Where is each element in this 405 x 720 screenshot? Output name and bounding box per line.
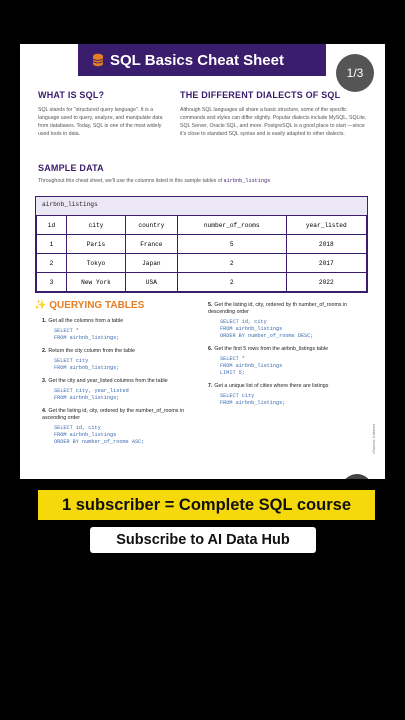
dialects-heading: THE DIFFERENT DIALECTS OF SQL: [180, 90, 341, 100]
code-line: SELECT *: [220, 356, 245, 362]
query-number: 6.: [208, 346, 213, 352]
title-bar: [78, 44, 326, 76]
column-header: year_listed: [286, 216, 366, 235]
table-cell: 5: [177, 235, 286, 254]
query-list-left: [42, 318, 202, 452]
query-text: Return the city column from the table: [48, 348, 135, 354]
query-description: [208, 383, 373, 390]
query-item: [208, 346, 373, 377]
query-item: [42, 378, 202, 402]
what-is-sql-text: SQL stands for "structured query language". It is a language used to query, analyze, and manipulate data from databases. Today, SQL is one of the most widely used tools in data.: [38, 107, 163, 137]
code-line: FROM airbnb_listings;: [54, 365, 120, 371]
code-line: LIMIT 5;: [220, 370, 245, 376]
code-line: SELECT city, year_listed: [54, 388, 129, 394]
query-number: 4.: [42, 408, 47, 414]
query-text: Get the listing id, city, ordered by the number_of_rooms in ascending order: [42, 408, 185, 421]
query-number: 5.: [208, 302, 213, 308]
code-line: ORDER BY number_of_rooms DESC;: [220, 333, 314, 339]
query-description: [42, 318, 202, 325]
query-description: [208, 302, 373, 316]
dialects-text: Although SQL languages all share a basic structure, some of the specific commands and styles can differ slightly. Popular dialects include MySQL, SQLite, SQL Server, Oracle SQL, and more. PostgreSQL is a good place to start —since it's close to standard SQL syntax and is easily adapted to other dialects.: [180, 107, 367, 137]
table-caption: airbnb_listings: [36, 197, 367, 215]
query-number: 2.: [42, 348, 47, 354]
query-item: [42, 318, 202, 342]
query-item: [42, 348, 202, 372]
query-text: Get a unique list of cities where there are listings: [214, 383, 329, 389]
code-line: ORDER BY number_of_rooms ASC;: [54, 439, 145, 445]
code-line: SELECT *: [54, 328, 79, 334]
code-line: SELECT city: [54, 358, 89, 364]
query-item: [208, 302, 373, 340]
query-number: 3.: [42, 378, 47, 384]
code-line: FROM airbnb_listings;: [54, 335, 120, 341]
code-line: FROM airbnb_listings: [220, 326, 283, 332]
code-block: [220, 319, 373, 340]
table-cell: 2022: [286, 273, 366, 292]
table-row: [37, 273, 367, 292]
table-cell: 2: [177, 273, 286, 292]
query-text: Get the listing id, city, ordered by th number_of_rooms in descending order: [208, 302, 348, 315]
query-number: 1.: [42, 318, 47, 324]
column-header: country: [125, 216, 177, 235]
code-block: [220, 393, 373, 407]
sample-intro-table-name: airbnb_listings: [223, 178, 271, 184]
column-header: id: [37, 216, 67, 235]
subscriber-banner: 1 subscriber = Complete SQL course: [38, 490, 375, 520]
table-row: [37, 235, 367, 254]
mute-button[interactable]: [342, 474, 372, 479]
sparkle-icon: ✨: [34, 300, 47, 311]
column-header: city: [67, 216, 126, 235]
code-block: [220, 356, 373, 377]
table-row: [37, 254, 367, 273]
sample-data-intro: [38, 177, 368, 185]
code-line: SELECT id, city: [220, 319, 267, 325]
query-number: 7.: [208, 383, 213, 389]
table-cell: Tokyo: [67, 254, 126, 273]
sample-intro-text: Throughout this cheat sheet, we'll use the columns listed in this sample tables of: [38, 178, 223, 184]
code-line: FROM airbnb_listings: [54, 432, 117, 438]
column-header: number_of_rooms: [177, 216, 286, 235]
page-indicator: 1/3: [336, 54, 374, 92]
querying-heading: [34, 300, 144, 311]
table-cell: 2018: [286, 235, 366, 254]
table-cell: USA: [125, 273, 177, 292]
query-description: [42, 348, 202, 355]
code-block: [54, 358, 202, 372]
querying-heading-text: QUERYING TABLES: [49, 300, 145, 311]
table-cell: 2: [177, 254, 286, 273]
subscribe-banner: Subscribe to AI Data Hub: [90, 527, 316, 553]
query-item: [208, 383, 373, 407]
source-watermark: •Source: Internet: [371, 424, 376, 454]
table-cell: Paris: [67, 235, 126, 254]
sample-data-heading: SAMPLE DATA: [38, 163, 104, 173]
query-list-right: [208, 302, 373, 413]
what-is-sql-heading: WHAT IS SQL?: [38, 90, 105, 100]
code-block: [54, 328, 202, 342]
sample-table: [35, 196, 368, 293]
code-line: FROM airbnb_listings;: [220, 400, 286, 406]
code-line: SELECT city: [220, 393, 255, 399]
table-cell: Japan: [125, 254, 177, 273]
table-cell: New York: [67, 273, 126, 292]
sheet-title: SQL Basics Cheat Sheet: [110, 51, 284, 69]
table-header-row: [37, 216, 367, 235]
table-cell: 3: [37, 273, 67, 292]
code-block: [54, 388, 202, 402]
code-line: FROM airbnb_listings: [220, 363, 283, 369]
table-cell: France: [125, 235, 177, 254]
query-description: [208, 346, 373, 353]
database-icon: [92, 53, 104, 67]
table-cell: 2017: [286, 254, 366, 273]
code-line: FROM airbnb_listings;: [54, 395, 120, 401]
query-text: Get the city and year_listed columns from the table: [48, 378, 168, 384]
code-block: [54, 425, 202, 446]
query-description: [42, 408, 202, 422]
query-text: Get the first 5 rows from the airbnb_listings table: [214, 346, 329, 352]
query-text: Get all the columns from a table: [48, 318, 124, 324]
query-item: [42, 408, 202, 446]
cheat-sheet-image: [20, 44, 385, 479]
table-cell: 1: [37, 235, 67, 254]
code-line: SELECT id, city: [54, 425, 101, 431]
table-cell: 2: [37, 254, 67, 273]
query-description: [42, 378, 202, 385]
